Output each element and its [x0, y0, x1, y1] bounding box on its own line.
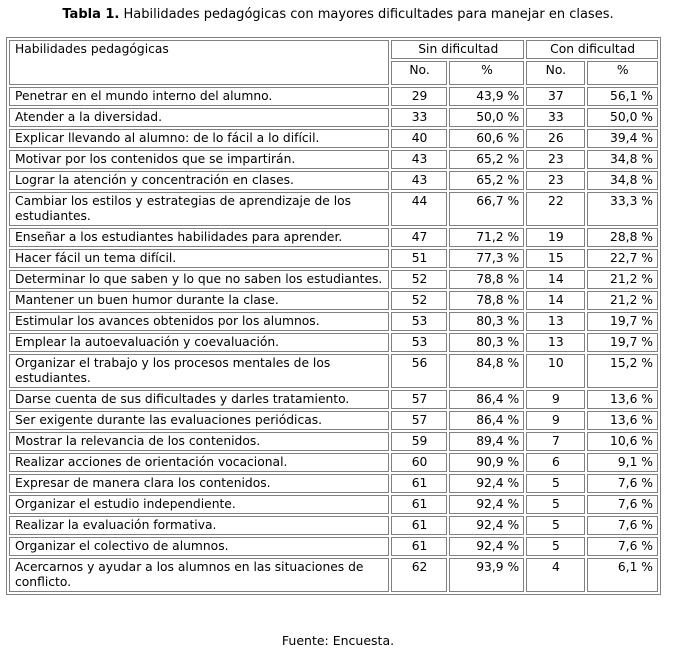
cell-without-pct: 86,4 % — [449, 390, 524, 409]
cell-with-pct: 7,6 % — [587, 474, 658, 493]
cell-with-pct: 9,1 % — [587, 453, 658, 472]
cell-without-no: 47 — [391, 228, 446, 247]
cell-with-pct: 22,7 % — [587, 249, 658, 268]
table-row — [9, 333, 658, 352]
cell-with-no: 7 — [526, 432, 584, 451]
cell-without-pct: 80,3 % — [449, 333, 524, 352]
cell-with-pct: 7,6 % — [587, 537, 658, 556]
table-row — [9, 192, 658, 226]
cell-skill: Realizar la evaluación formativa. — [9, 516, 389, 535]
cell-without-pct: 86,4 % — [449, 411, 524, 430]
cell-without-pct: 92,4 % — [449, 495, 524, 514]
cell-without-pct: 78,8 % — [449, 291, 524, 310]
cell-with-pct: 10,6 % — [587, 432, 658, 451]
cell-skill: Lograr la atención y concentración en clases. — [9, 171, 389, 190]
cell-without-no: 29 — [391, 87, 446, 106]
cell-without-pct: 92,4 % — [449, 474, 524, 493]
cell-with-pct: 21,2 % — [587, 291, 658, 310]
cell-without-no: 61 — [391, 474, 446, 493]
cell-without-no: 57 — [391, 390, 446, 409]
table-row — [9, 129, 658, 148]
cell-with-pct: 56,1 % — [587, 87, 658, 106]
table-row — [9, 171, 658, 190]
cell-skill: Organizar el colectivo de alumnos. — [9, 537, 389, 556]
table-caption-text: Habilidades pedagógicas con mayores dificultades para manejar en clases. — [123, 7, 614, 22]
cell-with-no: 5 — [526, 495, 584, 514]
cell-without-no: 53 — [391, 333, 446, 352]
cell-without-pct: 80,3 % — [449, 312, 524, 331]
cell-with-no: 26 — [526, 129, 584, 148]
cell-skill: Emplear la autoevaluación y coevaluación. — [9, 333, 389, 352]
cell-with-pct: 7,6 % — [587, 495, 658, 514]
cell-with-no: 13 — [526, 333, 584, 352]
header-skill: Habilidades pedagógicas — [9, 40, 389, 85]
table-caption-label: Tabla 1. — [62, 7, 120, 22]
cell-with-pct: 13,6 % — [587, 390, 658, 409]
table-row — [9, 354, 658, 388]
header-without-difficulty: Sin dificultad — [391, 40, 524, 59]
table-row — [9, 249, 658, 268]
table-row — [9, 270, 658, 289]
cell-without-no: 60 — [391, 453, 446, 472]
cell-without-no: 57 — [391, 411, 446, 430]
cell-without-no: 53 — [391, 312, 446, 331]
skills-table — [6, 37, 661, 595]
table-row — [9, 537, 658, 556]
cell-without-no: 52 — [391, 291, 446, 310]
cell-skill: Enseñar a los estudiantes habilidades para aprender. — [9, 228, 389, 247]
cell-without-no: 51 — [391, 249, 446, 268]
cell-with-no: 23 — [526, 150, 584, 169]
cell-skill: Atender a la diversidad. — [9, 108, 389, 127]
cell-skill: Organizar el estudio independiente. — [9, 495, 389, 514]
table-row — [9, 150, 658, 169]
cell-without-pct: 93,9 % — [449, 558, 524, 592]
cell-with-no: 19 — [526, 228, 584, 247]
cell-with-pct: 15,2 % — [587, 354, 658, 388]
table-row — [9, 474, 658, 493]
table-body — [9, 87, 658, 592]
cell-with-no: 10 — [526, 354, 584, 388]
cell-with-pct: 13,6 % — [587, 411, 658, 430]
header-with-pct: % — [587, 61, 658, 85]
table-row — [9, 291, 658, 310]
cell-without-pct: 92,4 % — [449, 516, 524, 535]
cell-with-pct: 21,2 % — [587, 270, 658, 289]
table-row — [9, 108, 658, 127]
cell-without-no: 56 — [391, 354, 446, 388]
cell-without-no: 44 — [391, 192, 446, 226]
table-row — [9, 495, 658, 514]
cell-with-no: 6 — [526, 453, 584, 472]
table-row — [9, 516, 658, 535]
cell-with-no: 5 — [526, 516, 584, 535]
cell-with-pct: 34,8 % — [587, 150, 658, 169]
cell-with-pct: 19,7 % — [587, 312, 658, 331]
cell-without-no: 43 — [391, 171, 446, 190]
cell-without-pct: 50,0 % — [449, 108, 524, 127]
table-caption — [0, 6, 676, 24]
table-row — [9, 390, 658, 409]
cell-without-pct: 84,8 % — [449, 354, 524, 388]
header-without-pct: % — [449, 61, 524, 85]
cell-with-pct: 19,7 % — [587, 333, 658, 352]
table-row — [9, 411, 658, 430]
cell-without-pct: 89,4 % — [449, 432, 524, 451]
cell-skill: Explicar llevando al alumno: de lo fácil a lo difícil. — [9, 129, 389, 148]
cell-without-pct: 60,6 % — [449, 129, 524, 148]
cell-with-no: 33 — [526, 108, 584, 127]
cell-without-no: 43 — [391, 150, 446, 169]
cell-with-pct: 33,3 % — [587, 192, 658, 226]
cell-without-pct: 78,8 % — [449, 270, 524, 289]
cell-skill: Mantener un buen humor durante la clase. — [9, 291, 389, 310]
cell-with-no: 15 — [526, 249, 584, 268]
cell-skill: Ser exigente durante las evaluaciones periódicas. — [9, 411, 389, 430]
table-source: Fuente: Encuesta. — [281, 633, 395, 648]
cell-without-pct: 65,2 % — [449, 171, 524, 190]
cell-without-no: 40 — [391, 129, 446, 148]
cell-with-pct: 50,0 % — [587, 108, 658, 127]
cell-with-no: 23 — [526, 171, 584, 190]
cell-without-no: 59 — [391, 432, 446, 451]
cell-with-no: 14 — [526, 270, 584, 289]
cell-with-no: 4 — [526, 558, 584, 592]
cell-without-pct: 77,3 % — [449, 249, 524, 268]
cell-with-no: 37 — [526, 87, 584, 106]
cell-skill: Realizar acciones de orientación vocacional. — [9, 453, 389, 472]
cell-with-no: 13 — [526, 312, 584, 331]
cell-skill: Motivar por los contenidos que se impartirán. — [9, 150, 389, 169]
cell-with-pct: 6,1 % — [587, 558, 658, 592]
cell-without-pct: 65,2 % — [449, 150, 524, 169]
cell-without-no: 62 — [391, 558, 446, 592]
cell-with-no: 22 — [526, 192, 584, 226]
cell-with-pct: 39,4 % — [587, 129, 658, 148]
cell-with-pct: 34,8 % — [587, 171, 658, 190]
table-row — [9, 558, 658, 592]
header-without-no: No. — [391, 61, 446, 85]
cell-skill: Hacer fácil un tema difícil. — [9, 249, 389, 268]
table-row — [9, 228, 658, 247]
cell-without-no: 61 — [391, 537, 446, 556]
cell-with-no: 9 — [526, 390, 584, 409]
cell-without-pct: 43,9 % — [449, 87, 524, 106]
cell-with-no: 14 — [526, 291, 584, 310]
cell-with-no: 5 — [526, 474, 584, 493]
cell-with-no: 9 — [526, 411, 584, 430]
table-row — [9, 432, 658, 451]
cell-without-pct: 92,4 % — [449, 537, 524, 556]
cell-skill: Penetrar en el mundo interno del alumno. — [9, 87, 389, 106]
cell-skill: Acercarnos y ayudar a los alumnos en las situaciones de conflicto. — [9, 558, 389, 592]
table-row — [9, 87, 658, 106]
cell-without-no: 61 — [391, 516, 446, 535]
header-with-no: No. — [526, 61, 584, 85]
cell-without-no: 52 — [391, 270, 446, 289]
cell-skill: Estimular los avances obtenidos por los alumnos. — [9, 312, 389, 331]
cell-skill: Expresar de manera clara los contenidos. — [9, 474, 389, 493]
cell-without-no: 33 — [391, 108, 446, 127]
cell-skill: Darse cuenta de sus dificultades y darles tratamiento. — [9, 390, 389, 409]
cell-without-pct: 71,2 % — [449, 228, 524, 247]
cell-skill: Cambiar los estilos y estrategias de aprendizaje de los estudiantes. — [9, 192, 389, 226]
cell-without-pct: 90,9 % — [449, 453, 524, 472]
cell-skill: Determinar lo que saben y lo que no saben los estudiantes. — [9, 270, 389, 289]
cell-with-pct: 28,8 % — [587, 228, 658, 247]
table-row — [9, 312, 658, 331]
cell-with-pct: 7,6 % — [587, 516, 658, 535]
cell-without-pct: 66,7 % — [449, 192, 524, 226]
cell-skill: Organizar el trabajo y los procesos mentales de los estudiantes. — [9, 354, 389, 388]
cell-with-no: 5 — [526, 537, 584, 556]
cell-without-no: 61 — [391, 495, 446, 514]
table-row — [9, 453, 658, 472]
cell-skill: Mostrar la relevancia de los contenidos. — [9, 432, 389, 451]
header-with-difficulty: Con dificultad — [526, 40, 658, 59]
